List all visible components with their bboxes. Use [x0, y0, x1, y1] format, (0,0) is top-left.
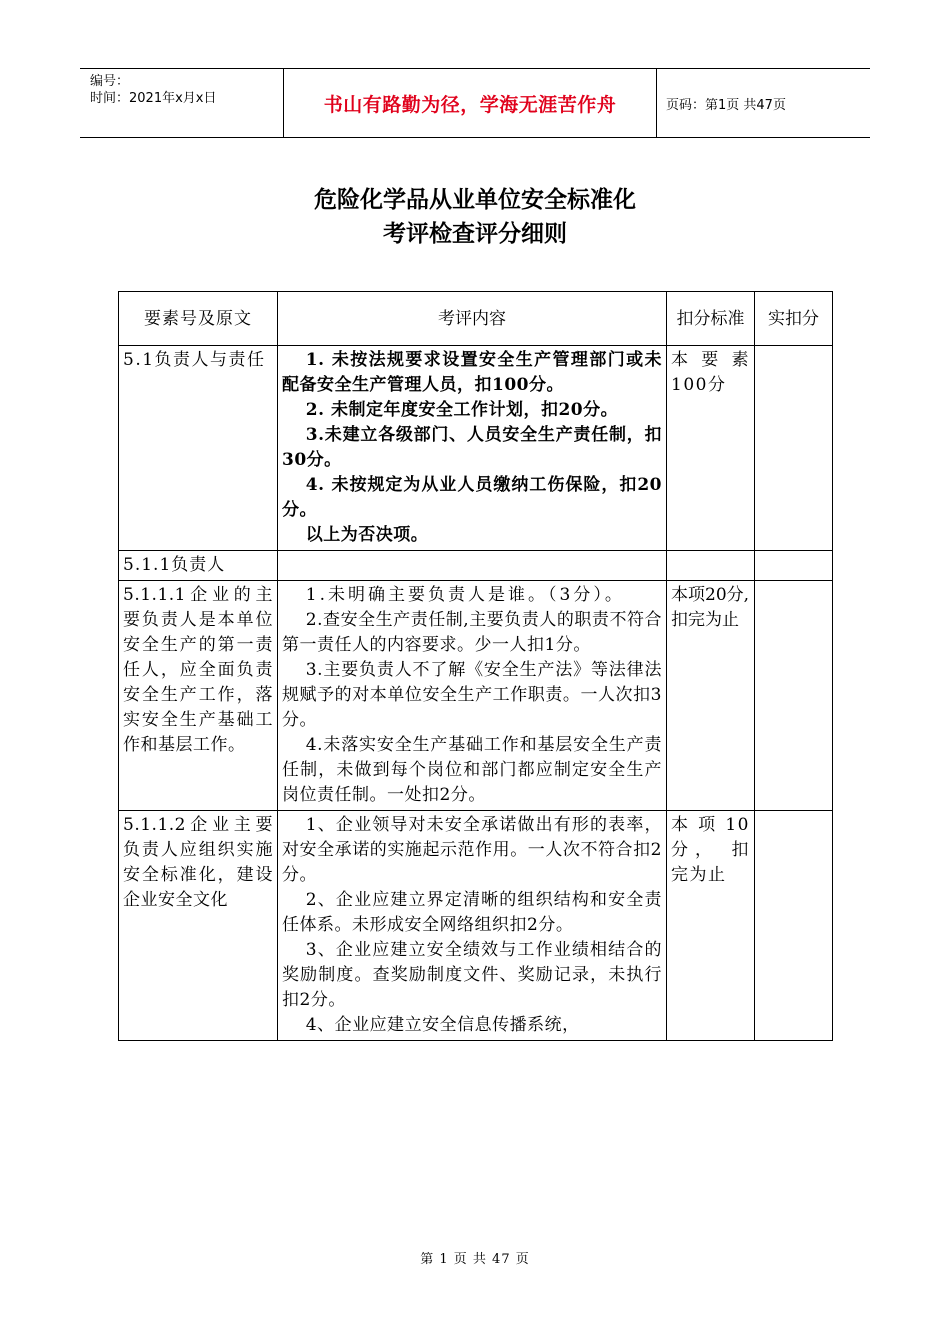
row-content	[278, 811, 667, 1041]
content-item: 3、企业应建立安全绩效与工作业绩相结合的奖励制度。查奖励制度文件、奖励记录，未执行扣2分。	[282, 940, 662, 1010]
header-standard: 扣分标准	[667, 292, 755, 346]
content-item: 2. 未制定年度安全工作计划，扣20分。	[305, 400, 619, 420]
row-element: 5.1负责人与责任	[119, 346, 278, 551]
content-item: 1、企业领导对未安全承诺做出有形的表率， 对安全承诺的实施起示范作用。一人次不符合扣2分。	[282, 815, 662, 885]
content-item: 2.查安全生产责任制,主要负责人的职责不符合第一责任人的内容要求。少一人扣1分。	[282, 610, 662, 655]
table-row	[119, 346, 833, 551]
row-standard	[667, 551, 755, 581]
content-item: 1.未明确主要负责人是谁。（3分）。	[305, 585, 625, 605]
row-content	[278, 551, 667, 581]
scoring-table	[118, 291, 833, 1041]
content-item: 4.未落实安全生产基础工作和基层安全生产责任制，未做到每个岗位和部门都应制定安全生产岗位责任制。一处扣2分。	[282, 735, 662, 805]
page-footer: 第 1 页 共 47 页	[420, 1252, 530, 1267]
header-actual: 实扣分	[755, 292, 833, 346]
content-item: 2、企业应建立界定清晰的组织结构和安全责任体系。未形成安全网络组织扣2分。	[282, 890, 662, 935]
row-standard: 本要素100分	[667, 346, 755, 551]
header-meta	[80, 69, 283, 137]
time-label: 时间：2021年x月x日	[90, 91, 217, 106]
row-standard: 本项10分， 扣完为止	[667, 811, 755, 1041]
header-page-info: 页码：第1页 共47页	[666, 97, 786, 113]
table-row	[119, 811, 833, 1041]
content-item: 3.未建立各级部门、人员安全生产责任制，扣30分。	[282, 425, 662, 470]
table-row	[119, 581, 833, 811]
header-content: 考评内容	[278, 292, 667, 346]
number-label: 编号：	[90, 74, 130, 89]
row-standard: 本项20分,扣完为止	[667, 581, 755, 811]
content-item: 4. 未按规定为从业人员缴纳工伤保险，扣20分。	[282, 475, 662, 520]
row-content	[278, 346, 667, 551]
content-item: 3.主要负责人不了解《安全生产法》等法律法规赋予的对本单位安全生产工作职责。一人次扣3分。	[282, 660, 662, 730]
row-actual	[755, 581, 833, 811]
table-header-row	[119, 292, 833, 346]
row-actual	[755, 811, 833, 1041]
table-row	[119, 551, 833, 581]
header-element: 要素号及原文	[119, 292, 278, 346]
row-element: 5.1.1负责人	[119, 551, 278, 581]
content-item: 1. 未按法规要求设置安全生产管理部门或未配备安全生产管理人员，扣100分。	[282, 350, 662, 395]
document-title-line2: 考评检查评分细则	[383, 221, 567, 247]
row-element: 5.1.1.2企业主要负责人应组织实施安全标准化，建设企业安全文化	[119, 811, 278, 1041]
row-actual	[755, 346, 833, 551]
header-motto: 书山有路勤为径，学海无涯苦作舟	[283, 69, 657, 137]
content-item: 4、企业应建立安全信息传播系统，	[305, 1015, 580, 1035]
document-header	[80, 68, 870, 138]
row-content	[278, 581, 667, 811]
row-actual	[755, 551, 833, 581]
content-item: 以上为否决项。	[305, 525, 429, 545]
document-title-line1: 危险化学品从业单位安全标准化	[314, 187, 636, 213]
row-element: 5.1.1.1企业的主要负责人是本单位安全生产的第一责任人，应全面负责安全生产工作，落实安全生产基础工作和基层工作。	[119, 581, 278, 811]
